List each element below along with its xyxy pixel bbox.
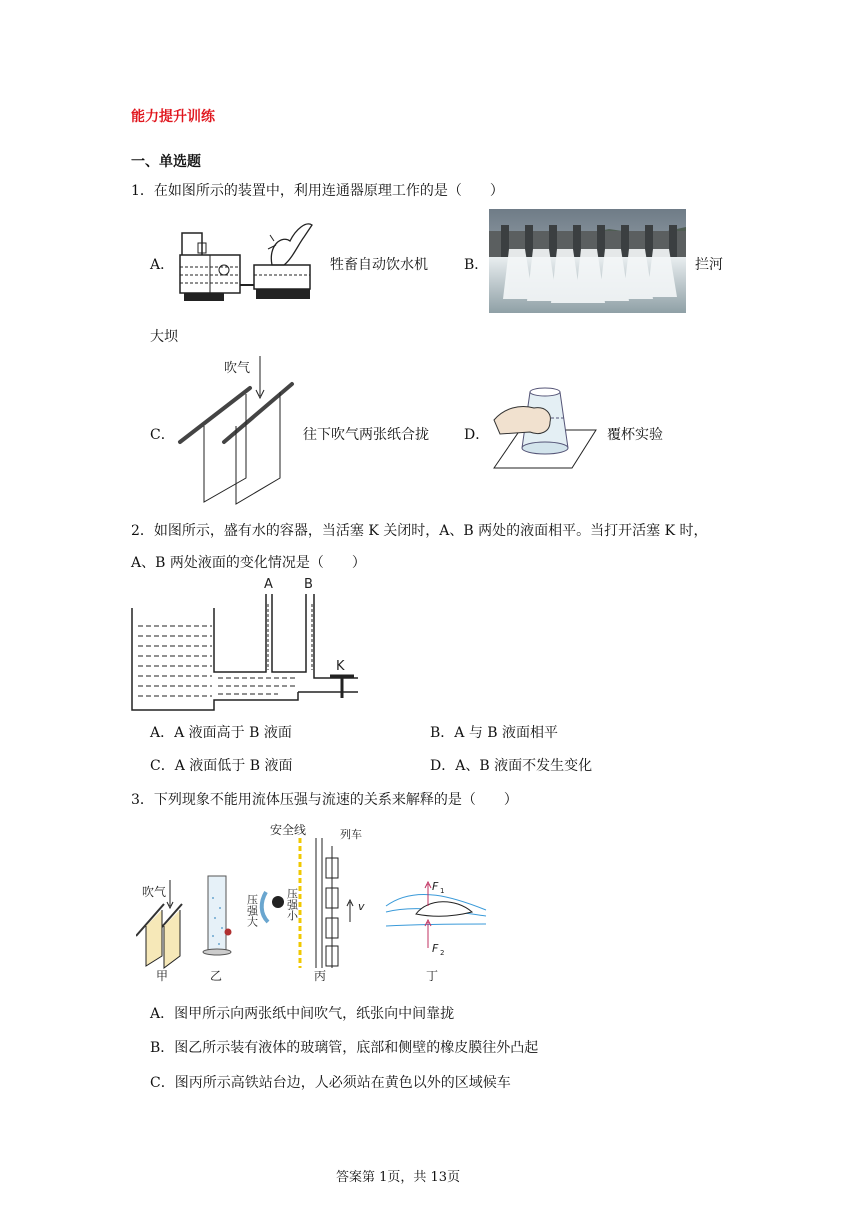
- q2-label-a: A: [264, 577, 273, 592]
- page-footer: 答案第 1页，共 13页: [336, 1170, 461, 1185]
- svg-text:2: 2: [440, 949, 445, 957]
- q1-option-a-letter: A．: [150, 257, 175, 273]
- q1-figure-a-drinking-machine: [172, 215, 322, 307]
- q2-figure-container: [128, 574, 360, 714]
- q3-figure-p-big: 压强大: [245, 894, 259, 927]
- q1-figure-c-paper-blow: [172, 352, 302, 508]
- q2-label-k: K: [336, 659, 345, 674]
- q2-option-d: D．A、B 液面不发生变化: [430, 758, 593, 774]
- q3-figure-p-small: 压强小: [285, 888, 299, 921]
- q1-figure-d-cup-experiment: [490, 378, 600, 474]
- q3-figure-yi: [203, 876, 232, 983]
- q1-option-a-text: 牲畜自动饮水机: [330, 257, 428, 273]
- svg-text:F: F: [432, 942, 439, 955]
- svg-text:丁: 丁: [426, 969, 439, 983]
- svg-text:F: F: [432, 880, 439, 893]
- q1-figure-c-blow-label: 吹气: [224, 361, 251, 376]
- q2-option-a: A．A 液面高于 B 液面: [150, 725, 292, 741]
- section-heading: 能力提升训练: [131, 109, 215, 125]
- question-type-title: 一、单选题: [131, 154, 201, 170]
- q3-option-c: C．图丙所示高铁站台边，人必须站在黄色以外的区域候车: [150, 1075, 511, 1091]
- q3-figure-ding: [386, 880, 486, 983]
- q3-option-b: B．图乙所示装有液体的玻璃管，底部和侧壁的橡皮膜往外凸起: [150, 1040, 539, 1056]
- q1-option-d-text: 覆杯实验: [607, 427, 663, 443]
- q3-figure-jia: [136, 880, 182, 983]
- svg-text:吹气: 吹气: [142, 885, 167, 899]
- q1-option-d-letter: D．: [464, 427, 490, 443]
- q3-figure-set: [136, 818, 516, 986]
- svg-text:列车: 列车: [340, 828, 362, 841]
- q3-option-a: A．图甲所示向两张纸中间吹气，纸张向中间靠拢: [150, 1006, 455, 1022]
- q3-figure-bing: [246, 822, 366, 983]
- svg-text:丙: 丙: [314, 969, 327, 983]
- q1-stem: 1．在如图所示的装置中，利用连通器原理工作的是（ ）: [131, 183, 504, 199]
- svg-text:v: v: [358, 900, 365, 913]
- q2-option-c: C．A 液面低于 B 液面: [150, 758, 293, 774]
- svg-text:甲: 甲: [156, 969, 169, 983]
- q1-figure-b-dam-photo: [489, 209, 686, 313]
- q2-option-b: B．A 与 B 液面相平: [430, 725, 559, 741]
- svg-text:1: 1: [440, 887, 445, 895]
- q1-option-b-letter: B．: [464, 257, 489, 273]
- q1-option-b-text-wrap: 大坝: [150, 329, 178, 345]
- q2-label-b: B: [304, 577, 313, 592]
- q2-stem-line2: A、B 两处液面的变化情况是（ ）: [131, 555, 366, 571]
- q3-stem: 3．下列现象不能用流体压强与流速的关系来解释的是（ ）: [131, 792, 518, 808]
- q2-stem-line1: 2．如图所示，盛有水的容器，当活塞 K 关闭时，A、B 两处的液面相平。当打开活塞 K 时，: [131, 523, 708, 539]
- svg-text:乙: 乙: [210, 969, 223, 983]
- q1-option-c-letter: C．: [150, 427, 175, 443]
- q1-option-b-text: 拦河: [695, 257, 723, 273]
- svg-text:安全线: 安全线: [270, 823, 307, 837]
- q1-option-c-text: 往下吹气两张纸合拢: [303, 427, 429, 443]
